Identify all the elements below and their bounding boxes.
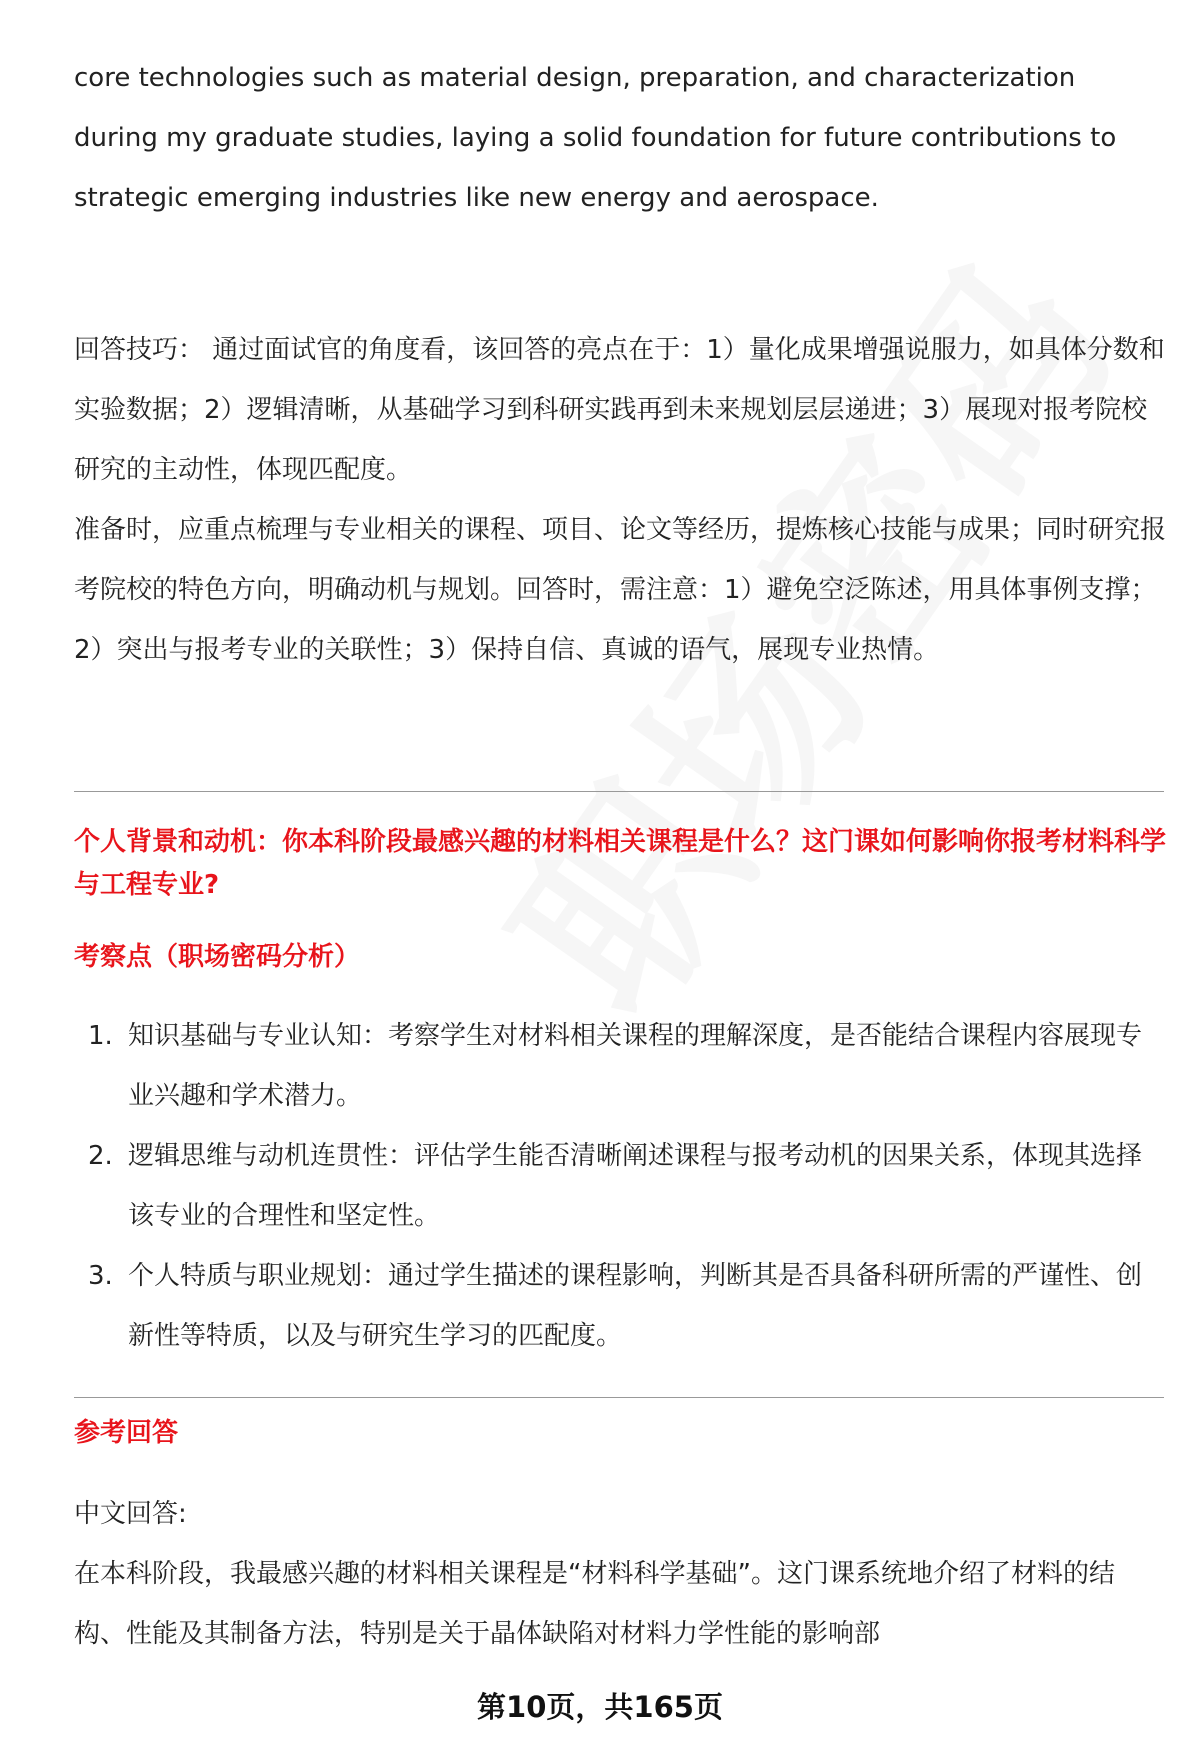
page-footer: 第10页，共165页 [477, 1690, 723, 1724]
list-item [74, 1126, 1166, 1246]
list-number: 2. [88, 1141, 113, 1171]
list-number: 1. [88, 1021, 113, 1051]
tips-paragraph: 回答技巧： 通过面试官的角度看，该回答的亮点在于：1）量化成果增强说服力，如具体分数和实验数据；2）逻辑清晰，从基础学习到科研实践再到未来规划层层递进；3）展现对报考院校研究的主动性，体现匹配度。 [74, 335, 1165, 485]
reference-heading: 参考回答 [74, 1418, 179, 1448]
intro-english-paragraph [74, 48, 1166, 228]
list-text: 个人特质与职业规划：通过学生描述的课程影响，判断其是否具备科研所需的严谨性、创新性等特质，以及与研究生学习的匹配度。 [128, 1261, 1143, 1351]
chinese-answer-text: 在本科阶段，我最感兴趣的材料相关课程是“材料科学基础”。这门课系统地介绍了材料的结构、性能及其制备方法，特别是关于晶体缺陷对材料力学性能的影响部 [74, 1559, 1115, 1649]
divider [74, 791, 1164, 792]
chinese-answer-label: 中文回答: [74, 1499, 187, 1529]
intro-english-text: core technologies such as material design, preparation, and characterization during my graduate studies, laying a solid foundation for future contributions to strategic emerging industries like new energy and aerospace. [74, 63, 1117, 213]
list-item [74, 1246, 1166, 1366]
list-number: 3. [88, 1261, 113, 1291]
analysis-heading: 考察点（职场密码分析） [74, 942, 361, 972]
list-text: 知识基础与专业认知：考察学生对材料相关课程的理解深度，是否能结合课程内容展现专业兴趣和学术潜力。 [128, 1021, 1143, 1111]
divider [74, 1397, 1164, 1398]
tips-section [74, 320, 1166, 680]
list-text: 逻辑思维与动机连贯性：评估学生能否清晰阐述课程与报考动机的因果关系，体现其选择该专业的合理性和坚定性。 [128, 1141, 1143, 1231]
question-title: 个人背景和动机：你本科阶段最感兴趣的材料相关课程是什么？这门课如何影响你报考材料科学与工程专业? [74, 827, 1167, 900]
prep-paragraph: 准备时，应重点梳理与专业相关的课程、项目、论文等经历，提炼核心技能与成果；同时研究报考院校的特色方向，明确动机与规划。回答时，需注意：1）避免空泛陈述，用具体事例支撑；2）突出与报考专业的关联性；3）保持自信、真诚的语气，展现专业热情。 [74, 515, 1167, 665]
list-item [74, 1006, 1166, 1126]
chinese-answer [74, 1484, 1166, 1664]
analysis-list [74, 1006, 1166, 1366]
